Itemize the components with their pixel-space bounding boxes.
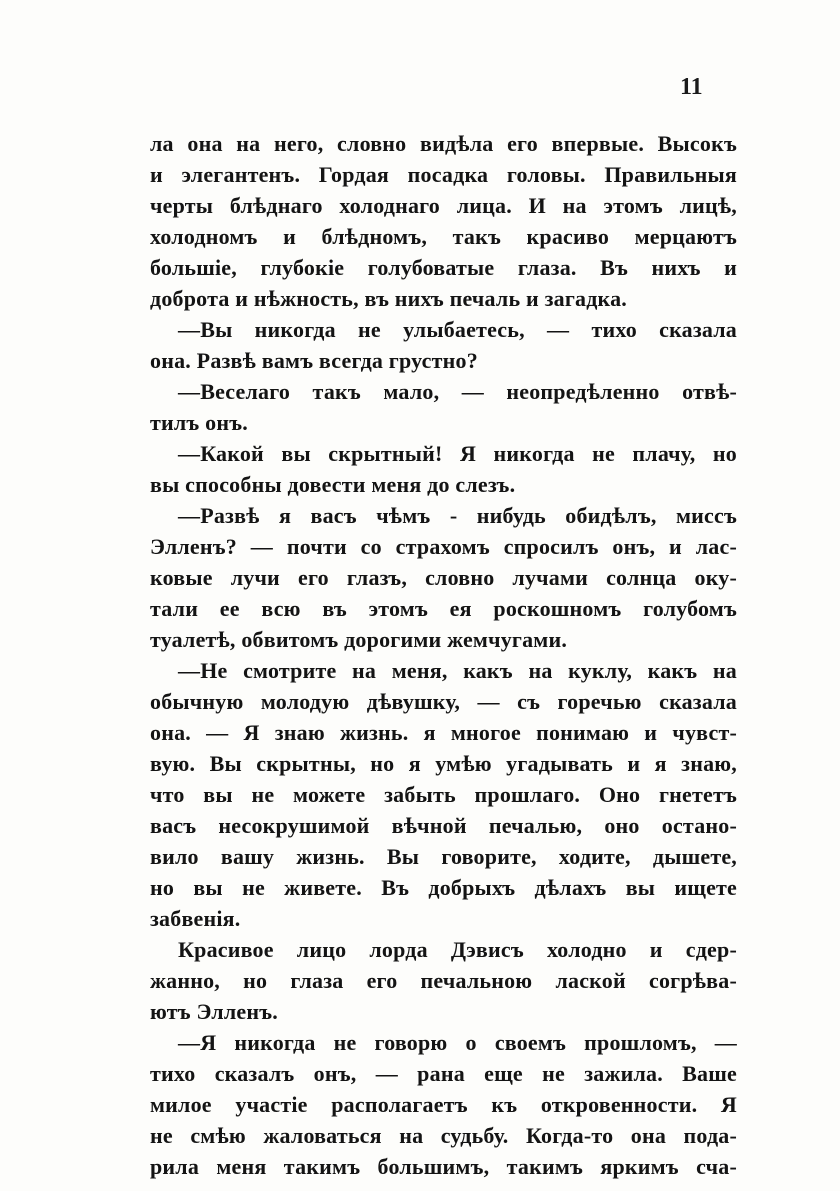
text-line: васъ несокрушимой вѣчной печалью, оно остано- [150, 813, 737, 838]
text-line: черты блѣднаго холоднаго лица. И на этомъ лицѣ, [150, 193, 737, 218]
text-line: забвенія. [150, 906, 241, 931]
text-line: холодномъ и блѣдномъ, такъ красиво мерцаютъ [150, 224, 737, 249]
text-line: —Веселаго такъ мало, — неопредѣленно отвѣ- [178, 379, 737, 404]
text-line: милое участіе располагаетъ къ откровенности. Я [150, 1092, 737, 1117]
text-line: —Не смотрите на меня, какъ на куклу, какъ на [178, 658, 737, 683]
text-line: Элленъ? — почти со страхомъ спросилъ онъ, и лас- [150, 534, 737, 559]
text-line: большіе, глубокіе голубоватые глаза. Въ нихъ и [150, 255, 737, 280]
text-line: —Развѣ я васъ чѣмъ - нибудь обидѣлъ, миссъ [178, 503, 737, 528]
text-line: тали ее всю въ этомъ ея роскошномъ голубомъ [150, 596, 737, 621]
text-line: но вы не живете. Въ добрыхъ дѣлахъ вы ищете [150, 875, 737, 900]
text-line: она. — Я знаю жизнь. я многое понимаю и чувст- [150, 720, 737, 745]
text-line: обычную молодую дѣвушку, — съ горечью сказала [150, 689, 737, 714]
text-line: тилъ онъ. [150, 410, 248, 435]
text-line: не смѣю жаловаться на судьбу. Когда-то она пода- [150, 1123, 737, 1148]
text-line: доброта и нѣжность, въ нихъ печаль и загадка. [150, 286, 627, 311]
text-line: вую. Вы скрытны, но я умѣю угадывать и я знаю, [150, 751, 737, 776]
text-line: жанно, но глаза его печальною лаской согрѣва- [150, 968, 737, 993]
text-line: рила меня такимъ большимъ, такимъ яркимъ сча- [150, 1154, 737, 1179]
text-line: и элегантенъ. Гордая посадка головы. Правильныя [150, 162, 737, 187]
text-line: —Я никогда не говорю о своемъ прошломъ, — [178, 1030, 737, 1055]
text-line: ла она на него, словно видѣла его впервые. Высокъ [150, 131, 737, 156]
page-number: 11 [680, 74, 703, 100]
text-line: —Вы никогда не улыбаетесь, — тихо сказала [178, 317, 737, 342]
text-line: тихо сказалъ онъ, — рана еще не зажила. Ваше [150, 1061, 737, 1086]
text-line: Красивое лицо лорда Дэвисъ холодно и сдер- [178, 937, 737, 962]
text-line: —Какой вы скрытный! Я никогда не плачу, но [178, 441, 737, 466]
text-line: она. Развѣ вамъ всегда грустно? [150, 348, 478, 373]
text-line: вило вашу жизнь. Вы говорите, ходите, дышете, [150, 844, 737, 869]
text-line: что вы не можете забыть прошлаго. Оно гнететъ [150, 782, 737, 807]
text-line: ютъ Элленъ. [150, 999, 278, 1024]
body-text [150, 128, 737, 1182]
text-line: вы способны довести меня до слезъ. [150, 472, 516, 497]
text-line: ковые лучи его глазъ, словно лучами солнца оку- [150, 565, 737, 590]
text-line: туалетѣ, обвитомъ дорогими жемчугами. [150, 627, 568, 652]
